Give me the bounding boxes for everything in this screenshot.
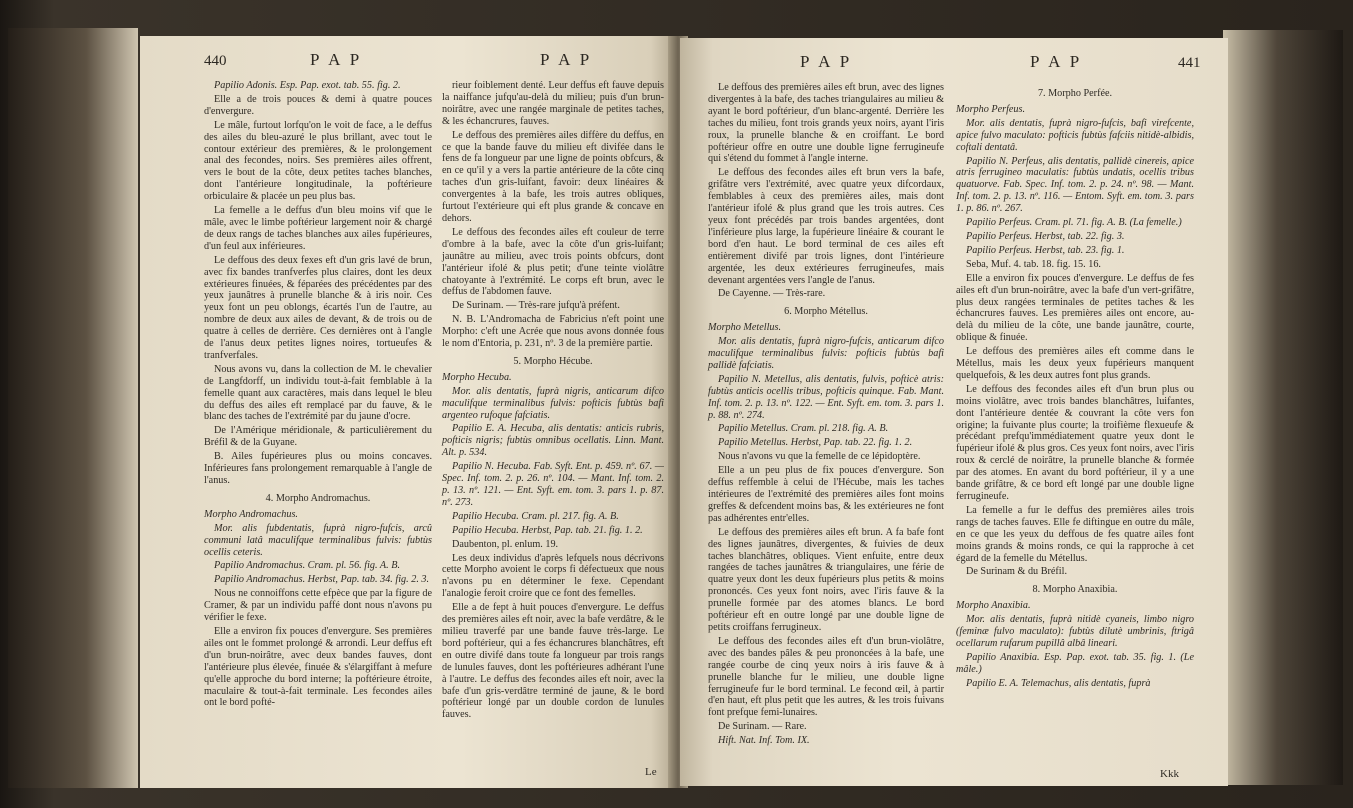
- paragraph: De Surinam. — Très-rare jufqu'à préfent.: [452, 300, 620, 312]
- paragraph: Mor. alis dentatis, fuprà nigro-fufcis, bafi virefcente, apice fulvo maculato: pofticis fubtùs fafciis nitidè-albidis, coftali dentatâ.: [956, 117, 1194, 153]
- paragraph: Nous ne connoiffons cette efpèce que par la figure de Cramer, & par un individu paffé dont nous n'avons pu vérifier le fexe.: [204, 588, 432, 624]
- paragraph: Morpho Anaxibia.: [956, 600, 1031, 612]
- paragraph: De Surinam. — Rare.: [718, 721, 807, 733]
- paragraph: Elle a environ fix pouces d'envergure. Le deffus de fes ailes eft d'un brun-noirâtre, avec la bafe d'un vert-grifâtre, plus deux rangées terminales de petites taches & les échancrures fauves. Les premières ailes ont encore, au-delà du milieu de la côte, une bande jaunâtre, courte, oblique & finuée.: [956, 272, 1194, 344]
- paragraph: Papilio Hecuba. Herbst, Pap. tab. 21. fig. 1. 2.: [452, 524, 643, 536]
- paragraph: Les deux individus d'après lefquels nous décrivons cette Morpho avoient le corps fi défectueux que nous n'avons pu en déterminer le fexe. Cependant l'analogie feroit croire que ce font des femelles.: [442, 552, 664, 600]
- paragraph: Le deffous des fecondes ailes eft brun vers la bafe, grifâtre vers l'extrémité, avec quatre yeux difcordaux, femblables à ceux des premières ailes, mais dont l'antérieur ifolé & plus grand que les trois autres. Ces yeux font précédés par trois bandes argentées, dont l'inférieure plus large, la fupérieure linéaire & courant le bord d'en haut. Le bord terminal de ces ailes eft entièrement divifé par trois lignes, dont l'intérieure argentée, les deux extérieures ferrugineufes, mais devenant argentées vers l'angle de l'anus.: [708, 167, 944, 286]
- paragraph: Elle a de trois pouces & demi à quatre pouces d'envergure.: [204, 93, 432, 117]
- paragraph: 6. Morpho Métellus.: [784, 306, 868, 318]
- paragraph: Morpho Hecuba.: [442, 371, 512, 383]
- paragraph: Le deffous des premières ailes diffère du deffus, en ce que la bande fauve du milieu eft divifée dans le fens de fa longueur par une ligne de points obfcurs, & en ce qu'il y a vers la partie antérieure de la côte cinq taches d'un gris-luifant, favoir: deux linéaires & convergentes à la bafe, les trois autres obliques, furtout l'extérieure qui eft plus grande & concave en dehors.: [442, 129, 664, 224]
- paragraph: 8. Morpho Anaxibia.: [1032, 584, 1118, 596]
- paragraph: Le deffous des fecondes ailes eft d'un brun-violâtre, avec des bandes pâles & peu prononcées à la bafe, une rangée courbe de cinq yeux noirs à iris fauve & à prunelle blanche fur le milieu, une double ligne ferrugineufe fur le bord terminal. Le fecond œil, à partir d'en haut, eft plus petit que les autres, & les trois fuivans font prefque femi-lunaires.: [708, 635, 944, 719]
- paragraph: Elle a un peu plus de fix pouces d'envergure. Son deffus reffemble à celui de l'Hécube, mais les taches intérieures de l'extrémité des premières ailes font moins greffes & defcendent moins bas, & les extérieures ne font pas adhérentes entr'elles.: [708, 465, 944, 524]
- right-running-head: P A P: [800, 52, 853, 71]
- paragraph: Le deffous des deux fexes eft d'un gris lavé de brun, avec fix bandes tranfverfes plus claires, dont les deux extérieures finuées, & féparées des précédentes par des yeux jaunâtres à prunelle blanche & à iris noir. Ces yeux font un peu oblongs, écartés l'un de l'autre, au nombre de deux aux ailes de devant, & de trois ou de quatre à celles de derrière. Ces dernières ont à l'angle de l'anus deux petites lignes noires, tortueufes & tranfverfales.: [204, 254, 432, 361]
- paragraph: La femelle a fur le deffus des premières ailes trois rangs de taches fauves. Elle fe diftingue en outre du mâle, en ce que les yeux du deffous de fes quatre ailes font moins grands & moins ronds, ce qui la rapproche à cet égard de la femelle du Métellus.: [956, 504, 1194, 564]
- paragraph: 4. Morpho Andromachus.: [265, 492, 371, 504]
- paragraph: B. Ailes fupérieures plus ou moins concaves. Inférieures fans prolongement remarquable à l'angle de l'anus.: [204, 451, 432, 486]
- paragraph: De Surinam & du Bréfil.: [966, 566, 1068, 578]
- paragraph: Papilio Perfeus. Herbst, tab. 22. fig. 3.: [966, 230, 1125, 242]
- book-edge-right: [1223, 30, 1343, 785]
- paragraph: Le deffous des premières ailes eft brun. A fa bafe font des lignes jaunâtres, divergentes, & fuivies de deux taches blanchâtres, obliques. Vient enfuite, entre deux rangées de taches jaunâtres & triangulaires, une férie de quatre yeux dont les deux fupérieurs plus petits & moins prononcés. Ces yeux font noirs, avec l'iris fauve & la prunelle formée par des atomes blancs. Le bord poftérieur eft en outre longé par une double ligne de petits croiffans ferrugineux.: [708, 526, 944, 633]
- book-edge-left: [8, 28, 138, 788]
- right-column-2: [956, 82, 1194, 692]
- right-page-number: 441: [1178, 55, 1201, 71]
- paragraph: Nous avons vu, dans la collection de M. le chevalier de Langfdorff, un individu tout-à-fait femblable à la femelle quant aux caractères, mais dans lequel le bleu du deffus des ailes eft remplacé par du fauve, & le blanc des taches de l'extrémité par du jaune d'ocre.: [204, 363, 432, 423]
- left-running-head-2: P A P: [540, 50, 593, 69]
- paragraph: Papilio Andromachus. Herbst, Pap. tab. 34. fig. 2. 3.: [214, 574, 430, 586]
- left-column-1: [204, 80, 432, 711]
- catchword: Le: [645, 766, 657, 778]
- left-page: [140, 36, 672, 788]
- paragraph: Papilio Metellus. Cram. pl. 218. fig. A. B.: [718, 423, 889, 435]
- signature-mark: Kkk: [1160, 768, 1179, 780]
- paragraph: Papilio Andromachus. Cram. pl. 56. fig. A. B.: [214, 560, 401, 572]
- paragraph: Mor. alis fubdentatis, fuprà nigro-fufcis, arcû communi latâ maculifque terminalibus fulvis: fubtùs ocellis ceteris.: [204, 522, 432, 558]
- paragraph: Nous n'avons vu que la femelle de ce lépidoptère.: [718, 451, 921, 463]
- paragraph: Morpho Perfeus.: [956, 103, 1026, 115]
- paragraph: Papilio Perfeus. Cram. pl. 71. fig. A. B. (La femelle.): [966, 217, 1182, 229]
- paragraph: De Cayenne. — Très-rare.: [718, 288, 826, 300]
- paragraph: Seba, Muf. 4. tab. 18. fig. 15. 16.: [966, 258, 1101, 270]
- paragraph: Morpho Metellus.: [708, 322, 781, 334]
- paragraph: rieur foiblement denté. Leur deffus eft fauve depuis la naiffance jufqu'au-delà du milieu; puis d'un brun-noirâtre, avec une rangée marginale de petites taches, & les échancrures, fauves.: [442, 80, 664, 127]
- paragraph: Papilio Perfeus. Herbst, tab. 23. fig. 1.: [966, 244, 1125, 256]
- left-running-head: P A P: [310, 50, 363, 69]
- paragraph: 5. Morpho Hécube.: [513, 355, 593, 367]
- paragraph: Papilio Adonis. Esp. Pap. exot. tab. 55. fig. 2.: [214, 80, 401, 91]
- left-page-number: 440: [204, 53, 227, 69]
- paragraph: De l'Amérique méridionale, & particulièrement du Bréfil & de la Guyane.: [204, 425, 432, 449]
- paragraph: Papilio N. Hecuba. Fab. Syft. Ent. p. 459. nº. 67. — Spec. Inf. tom. 2. p. 26. nº. 104. — Mant. Inf. tom. 2. p. 13. nº. 121. — Ent. Syft. em. tom. 3. pars 1. p. 87. nº. 273.: [442, 461, 664, 508]
- paragraph: Le mâle, furtout lorfqu'on le voit de face, a le deffus des ailes du bleu-azuré le plus brillant, avec tout le contour extérieur des premières, & le prolongement anal des fecondes, noirs. Ses premières ailes offrent, vers le bout de la côte, deux petites taches blanches, dont l'antérieure longitudinale, la poftérieure orbiculaire & placée un peu plus bas.: [204, 119, 432, 203]
- paragraph: Le deffous des fecondes ailes eft d'un brun plus ou moins violâtre, avec trois bandes blanchâtres, luifantes, dont l'antérieure dentée & couvrant la côte vers fon origine; la fuivante plus courte; la troifième flexueufe & précédant prefqu'immédiatement quatre yeux dont le fupérieur ifolé & plus gros. Ces yeux font noirs, avec l'iris roux & cerclé de noirâtre, la prunelle blanche & formée par des atomes. En avant du bord poftérieur, il y a une bande grifâtre, & ce bord eft longé par une double ligne ferrugineufe.: [956, 383, 1194, 502]
- right-running-head-2: P A P: [1030, 52, 1083, 71]
- paragraph: Hift. Nat. Inf. Tom. IX.: [718, 735, 810, 747]
- paragraph: Papilio E. A. Telemachus, alis dentatis, fuprà: [966, 677, 1151, 689]
- paragraph: Le deffous des fecondes ailes eft couleur de terre d'ombre à la bafe, avec la côte d'un gris-luifant; jaunâtre au milieu, avec trois points obfcurs, dont l'antérieur ifolé & plus petit; d'une teinte violâtre chatoyante à l'extrémité. Le corps eft brun, avec le deffus de l'abdomen fauve.: [442, 226, 664, 298]
- paragraph: Papilio E. A. Hecuba, alis dentatis: anticis rubris, pofticis nigris; fubtùs omnibus ocellatis. Linn. Mant. Alt. p. 534.: [442, 423, 664, 459]
- paragraph: Papilio Hecuba. Cram. pl. 217. fig. A. B.: [452, 510, 619, 522]
- paragraph: Papilio Anaxibia. Esp. Pap. exot. tab. 35. fig. 1. (Le mâle.): [956, 651, 1194, 675]
- paragraph: Papilio N. Metellus, alis dentatis, fulvis, pofticè atris: fubtùs anticis ocellis tribus, pofticis quinque. Fab. Mant. Inf. tom. 2. p. 13. nº. 122. — Ent. Syft. em. tom. 3. pars 1. p. 88. nº. 274.: [708, 373, 944, 421]
- paragraph: Elle a de fept à huit pouces d'envergure. Le deffus des premières ailes eft noir, avec la bafe verdâtre, & le milieu traverfé par une bande fauve très-large. Le bord poftérieur, qui a fes échancrures blanchâtres, eft en outre divifé dans toute fa longueur par trois rangs de lunules fauves, dont les poftérieures adhérant l'une à l'autre. Le deffus des fecondes ailes eft noir, avec la bafe d'un gris-verdâtre terminé de jaune, & le bord poftérieur longé par un double cordon de lunules fauves.: [442, 602, 664, 721]
- right-page: [680, 38, 1228, 786]
- paragraph: Mor. alis dentatis, fuprà nitidè cyaneis, limbo nigro (feminæ fulvo maculato): fubtùs dilutè umbrinis, ftrigâ ocellarum rufarum pupillâ albâ lineari.: [956, 614, 1194, 649]
- paragraph: Elle a environ fix pouces d'envergure. Ses premières ailes ont le fommet prolongé & arrondi. Leur deffus eft d'un brun-noirâtre, avec deux bandes fauves, dont l'antérieure plus élevée, finuée & s'élargiffant à mefure qu'elle approche du bord interne; la poftérieure étroite, maculaire & tout-à-fait terminale. Les fecondes ailes ont le bord pofté-: [204, 625, 432, 709]
- paragraph: Morpho Andromachus.: [204, 508, 298, 520]
- paragraph: 7. Morpho Perfée.: [1037, 88, 1113, 99]
- paragraph: Mor. alis dentatis, fuprà nigro-fufcis, anticarum difco maculifque terminalibus fulvis: pofticis fubtùs bafi pallidè fafciatis.: [708, 336, 944, 371]
- paragraph: La femelle a le deffus d'un bleu moins vif que le mâle, avec le limbe poftérieur largement noir & chargé de deux rangs de taches blanches aux ailes fupérieures, d'un feul aux inférieures.: [204, 205, 432, 252]
- paragraph: Le deffous des premières ailes eft brun, avec des lignes divergentes à la bafe, des taches triangulaires au milieu & ayant le bord poftérieur, d'un blanc-argenté. Derrière les taches du milieu, font trois grands yeux noirs, ayant l'iris roux, la prunelle blanche & en croiffant. Le bord poftérieur offre en outre une double ligne ferrugineufe qui s'étend du fommet à l'angle interne.: [708, 82, 944, 165]
- paragraph: N. B. L'Andromacha de Fabricius n'eft point une Morpho: c'eft une Acrée que nous avons donnée fous le nom d'Entoria, p. 231, nº. 3 de la première partie.: [442, 314, 664, 350]
- paragraph: Daubenton, pl. enlum. 19.: [452, 538, 559, 550]
- paragraph: Papilio Metellus. Herbst, Pap. tab. 22. fig. 1. 2.: [718, 437, 913, 449]
- paragraph: Papilio N. Perfeus, alis dentatis, pallidè cinereis, apice atris ferrugineo maculatis: fubtùs undatis, ocellis tribus quatuorve. Fab. Spec. Inf. tom. 2. p. 24. nº. 98. — Mant. Inf. tom. 2. p. 13. nº. 116. — Entom. Syft. em. tom. 3. pars 1. p. 86. nº. 267.: [956, 155, 1194, 215]
- right-column-1: [708, 82, 944, 749]
- left-column-2: [442, 80, 664, 723]
- paragraph: Le deffous des premières ailes eft comme dans le Métellus, mais les deux yeux fupérieurs manquent quelquefois, & les deux autres font plus grands.: [956, 346, 1194, 381]
- paragraph: Mor. alis dentatis, fuprà nigris, anticarum difco maculifque terminalibus fulvis: pofticis fubtùs bafi argenteo rufoque fafciatis.: [442, 385, 664, 421]
